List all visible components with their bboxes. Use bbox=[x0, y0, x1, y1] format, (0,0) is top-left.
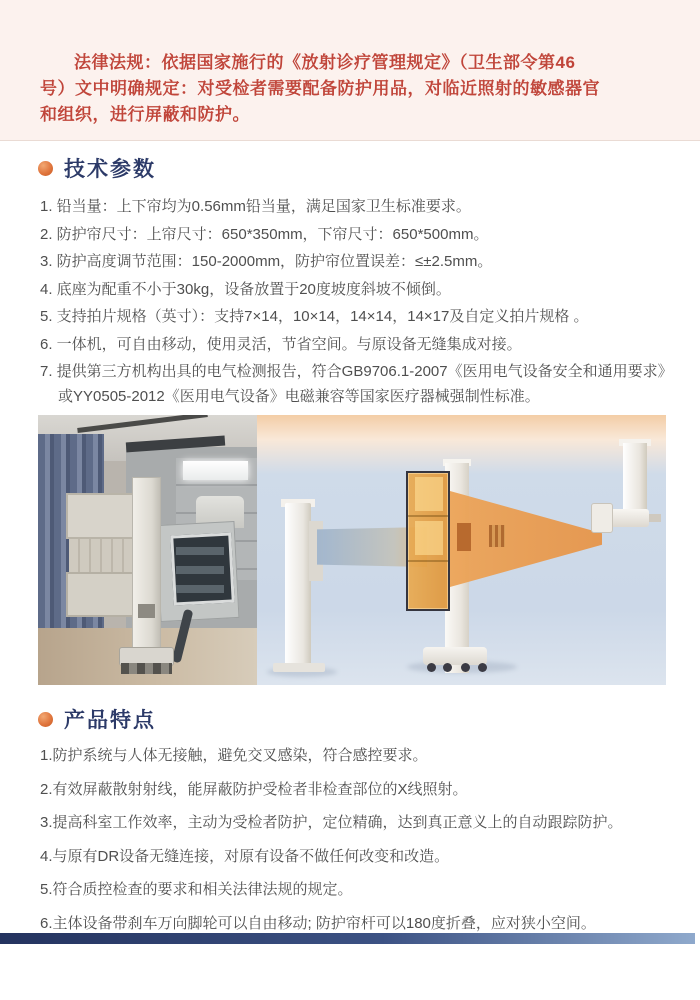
tech-item-4: 4. 底座为配重不小于30kg，设备放置于20度坡度斜坡不倾倒。 bbox=[40, 280, 451, 298]
legal-notice-text bbox=[40, 50, 664, 128]
render-column-tag bbox=[489, 525, 505, 547]
hospital-room-photo bbox=[38, 415, 257, 685]
render-xray-cone bbox=[450, 491, 602, 587]
photo-cabinet-grid bbox=[69, 539, 135, 571]
tech-item-3: 3. 防护高度调节范围：150-2000mm，防护帘位置误差：≤±2.5mm。 bbox=[40, 253, 493, 270]
features-section-header bbox=[38, 704, 156, 734]
render-detector-stand-foot bbox=[273, 663, 325, 672]
render-caster-wheel bbox=[478, 663, 487, 672]
render-caster-wheel bbox=[427, 663, 436, 672]
render-caster-wheel bbox=[443, 663, 452, 672]
legal-line-2: 号）文中明确规定：对受检者需要配备防护用品，对临近照射的敏感器官 bbox=[40, 79, 600, 98]
render-curtain-clamp bbox=[457, 523, 471, 551]
product-features-list bbox=[40, 746, 672, 947]
feature-item-1: 1.防护系统与人体无接触，避免交叉感染，符合感控要求。 bbox=[40, 747, 428, 764]
features-section-title: 产品特点 bbox=[64, 709, 156, 732]
legal-line-1: 法律法规：依据国家施行的《放射诊疗管理规定》（卫生部令第46 bbox=[74, 53, 576, 72]
render-detector-stand bbox=[285, 503, 311, 667]
render-caster-wheel bbox=[461, 663, 470, 672]
feature-item-3: 3.提高科室工作效率，主动为受检者防护，定位精确，达到真正意义上的自动跟踪防护。 bbox=[40, 814, 623, 831]
legal-line-3: 和组织，进行屏蔽和防护。 bbox=[40, 105, 250, 124]
orange-dot-icon bbox=[38, 161, 53, 176]
render-tube-stand bbox=[623, 443, 647, 517]
tech-item-2: 2. 防护帘尺寸：上帘尺寸：650*350mm，下帘尺寸：650*500mm。 bbox=[40, 225, 489, 243]
photo-screen-row bbox=[176, 566, 224, 574]
render-curtain-divider bbox=[408, 560, 448, 562]
render-curtain-window-top bbox=[415, 477, 443, 511]
product-images-row bbox=[38, 415, 666, 685]
photo-cabinet-bottom bbox=[66, 572, 138, 618]
render-tube-knob bbox=[649, 514, 661, 522]
tech-item-5: 5. 支持拍片规格（英寸）：支持7×14，10×14，14×14，14×17及自定义拍片规格 。 bbox=[40, 308, 589, 325]
legal-notice-band bbox=[0, 0, 700, 141]
feature-item-5: 5.符合质控检查的要求和相关法律法规的规定。 bbox=[40, 881, 353, 898]
tech-parameters-list bbox=[40, 194, 668, 412]
feature-item-4: 4.与原有DR设备无缝连接，对原有设备不做任何改变和改造。 bbox=[40, 847, 450, 865]
photo-screen-row bbox=[176, 547, 224, 555]
tech-section-title: 技术参数 bbox=[64, 158, 156, 181]
tech-item-7: 7. 提供第三方机构出具的电气检测报告，符合GB9706.1-2007《医用电气设备安全和通用要求》或YY0505-2012《医用电气设备》电磁兼容等国家医疗器械强制性标准。 bbox=[40, 363, 666, 405]
photo-base-feet bbox=[121, 663, 171, 674]
footer-stripe bbox=[0, 933, 695, 944]
render-curtain-divider bbox=[408, 515, 448, 517]
feature-item-2: 2.有效屏蔽散射射线，能屏蔽防护受检者非检查部位的X线照射。 bbox=[40, 780, 468, 798]
feature-item-6: 6.主体设备带刹车万向脚轮可以自由移动; 防护帘杆可以180度折叠，应对狭小空间。 bbox=[40, 914, 596, 932]
orange-dot-icon bbox=[38, 712, 53, 727]
photo-screen-row bbox=[176, 585, 224, 593]
tech-item-1: 1. 铅当量：上下帘均为0.56mm铅当量，满足国家卫生标准要求。 bbox=[40, 198, 471, 215]
tech-section-header bbox=[38, 153, 156, 183]
photo-cabinet-top bbox=[66, 493, 136, 539]
render-tube-head bbox=[591, 503, 613, 533]
photo-protection-column bbox=[132, 477, 160, 650]
beam-diagram-render bbox=[257, 415, 666, 685]
photo-ceiling-light bbox=[183, 461, 249, 480]
tech-item-6: 6. 一体机，可自由移动，使用灵活，节省空间。与原设备无缝集成对接。 bbox=[40, 335, 522, 353]
photo-column-label bbox=[138, 604, 156, 618]
render-curtain-window-bottom bbox=[415, 521, 443, 555]
